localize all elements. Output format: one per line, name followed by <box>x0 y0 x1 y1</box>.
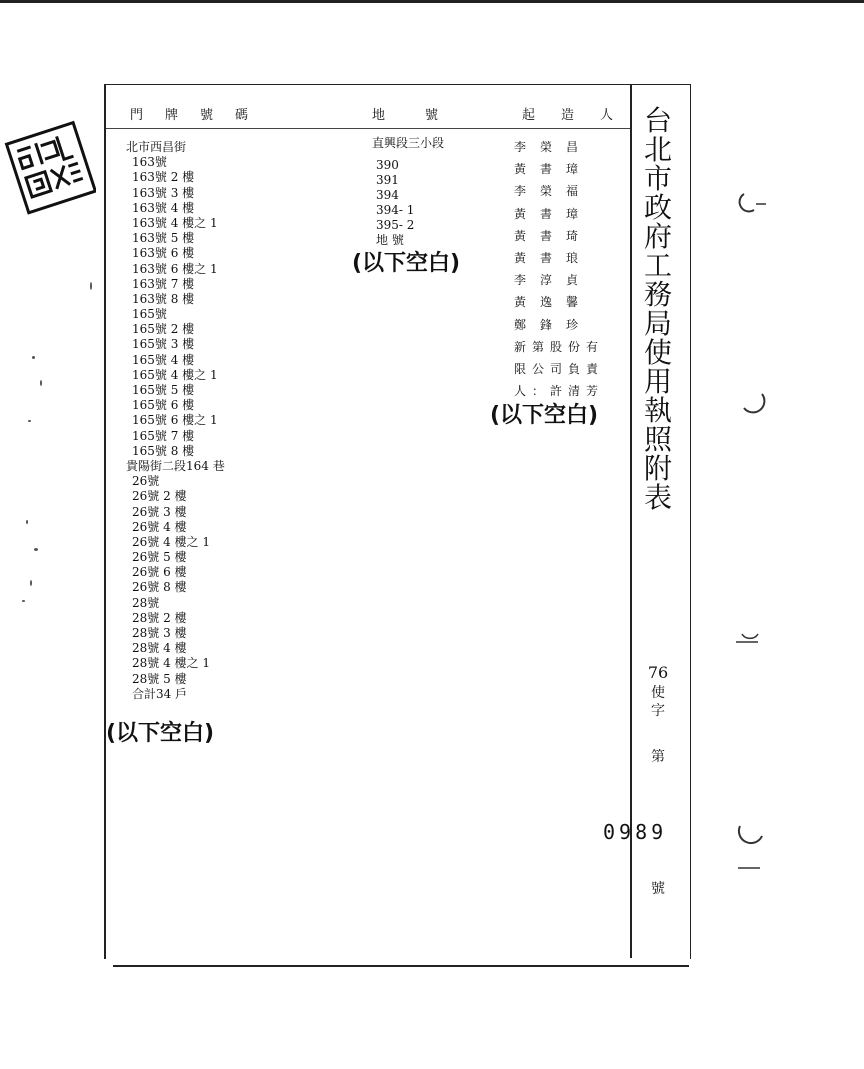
blank-mark-lot: (以下空白) <box>352 251 461 276</box>
title-character: 北 <box>643 133 672 166</box>
door-number-entry: 163號 7 樓 <box>132 276 195 291</box>
header-rule <box>106 128 630 129</box>
door-number-entry: 28號 <box>132 595 160 610</box>
scan-speck <box>28 420 31 422</box>
scan-speck <box>30 580 32 586</box>
lot-number-entry: 390 <box>376 158 399 172</box>
binder-hole-mark <box>738 390 768 414</box>
door-number-entry: 28號 4 樓 <box>132 641 187 656</box>
door-number-entry: 165號 <box>132 307 167 322</box>
door-number-entry: 165號 7 樓 <box>132 428 195 443</box>
door-number-list <box>126 140 225 702</box>
owner-entry: 黃書琅 <box>514 250 593 265</box>
lot-number-entry: 394 <box>376 188 399 202</box>
permit-type-character: 字 <box>651 703 665 719</box>
scan-speck <box>32 356 35 359</box>
owner-entry: 李榮昌 <box>514 140 593 154</box>
owner-entry: 限公司負責 <box>514 361 605 376</box>
title-character: 執 <box>643 394 672 427</box>
door-number-entry: 26號 3 樓 <box>132 504 187 519</box>
owner-entry: 李淳貞 <box>514 273 593 288</box>
owner-entry: 鄭鋒珍 <box>514 317 593 332</box>
title-character: 使 <box>643 336 672 369</box>
lot-number-entry: 395- 2 <box>376 218 415 232</box>
door-number-entry: 26號 6 樓 <box>132 565 187 580</box>
door-number-entry: 163號 5 樓 <box>132 231 195 246</box>
title-character: 政 <box>643 191 672 224</box>
lot-number-entry: 地 號 <box>376 233 404 247</box>
door-number-entry: 合計34 戶 <box>132 686 188 701</box>
door-number-entry: 28號 2 樓 <box>132 610 187 625</box>
door-number-entry: 北市西昌街 <box>126 140 187 154</box>
door-number-entry: 163號 3 樓 <box>132 185 195 200</box>
title-character: 工 <box>643 249 672 282</box>
owner-list <box>514 136 604 402</box>
door-number-entry: 貴陽街二段164 巷 <box>126 458 225 473</box>
door-number-entry: 28號 3 樓 <box>132 626 187 640</box>
permit-type-character: 使 <box>651 685 665 701</box>
door-number-entry: 28號 5 樓 <box>132 671 187 686</box>
lot-number-list <box>372 136 444 248</box>
blank-mark-owner: (以下空白) <box>490 403 599 428</box>
title-character: 台 <box>643 104 672 137</box>
seal-stamp-image <box>4 118 96 218</box>
door-number-entry: 26號 2 樓 <box>132 489 187 504</box>
door-number-entry: 165號 6 樓之 1 <box>132 413 218 428</box>
title-character: 用 <box>643 365 672 398</box>
title-character: 務 <box>643 278 672 311</box>
binder-hole-mark <box>732 818 772 874</box>
door-number-entry: 163號 6 樓 <box>132 246 195 261</box>
title-character: 表 <box>643 481 672 514</box>
door-number-entry: 26號 4 樓 <box>132 519 187 534</box>
scan-speck <box>90 282 92 290</box>
scan-top-edge <box>0 0 864 3</box>
door-number-entry: 165號 6 樓 <box>132 398 195 413</box>
door-number-entry: 28號 4 樓之 1 <box>132 656 210 671</box>
scan-speck <box>40 380 42 386</box>
blank-mark-door: (以下空白) <box>106 721 215 746</box>
door-number-entry: 165號 5 樓 <box>132 383 195 397</box>
lot-number-entry: 394- 1 <box>376 203 415 217</box>
binder-hole-mark <box>732 188 768 218</box>
permit-suffix: 號 <box>651 881 665 897</box>
door-number-entry: 26號 <box>132 474 160 489</box>
door-number-entry: 165號 3 樓 <box>132 337 195 352</box>
door-number-entry: 163號 8 樓 <box>132 291 195 306</box>
title-character: 附 <box>643 452 672 485</box>
title-character: 市 <box>643 162 672 195</box>
owner-entry: 黃書璋 <box>514 206 593 221</box>
permit-prefix: 第 <box>651 749 665 765</box>
door-number-entry: 165號 4 樓之 1 <box>132 367 218 382</box>
owner-entry: 新第股份有 <box>514 339 605 354</box>
permit-type <box>645 684 671 720</box>
door-number-entry: 163號 4 樓 <box>132 200 195 215</box>
permit-number: 0989 <box>603 820 668 844</box>
title-character: 照 <box>643 423 672 456</box>
form-bottom-edge <box>113 965 689 967</box>
vertical-title <box>638 106 678 512</box>
owner-entry: 黃逸馨 <box>514 295 593 310</box>
door-number-entry: 163號 6 樓之 1 <box>132 261 218 276</box>
door-number-entry: 165號 4 樓 <box>132 352 195 367</box>
door-number-entry: 26號 5 樓 <box>132 550 187 565</box>
lot-number-entry: 直興段三小段 <box>372 136 445 150</box>
header-lot-number: 地號 <box>372 108 479 123</box>
title-character: 府 <box>643 220 672 253</box>
door-number-entry: 163號 4 樓之 1 <box>132 215 218 230</box>
door-number-entry: 26號 8 樓 <box>132 580 187 595</box>
door-number-entry: 165號 2 樓 <box>132 322 195 337</box>
door-number-entry: 165號 8 樓 <box>132 443 195 458</box>
owner-entry: 李榮福 <box>514 184 593 199</box>
scan-speck <box>26 520 28 524</box>
owner-entry: 人：許清芳 <box>514 384 605 399</box>
scan-speck <box>34 548 38 551</box>
door-number-entry: 163號 <box>132 155 167 170</box>
scan-speck <box>22 600 25 602</box>
binder-hole-mark <box>730 628 766 652</box>
header-door-number: 門牌號碼 <box>130 108 271 123</box>
header-owner: 起造人 <box>522 108 640 123</box>
permit-year: 76 <box>647 663 669 682</box>
door-number-entry: 26號 4 樓之 1 <box>132 534 210 549</box>
lot-number-entry: 391 <box>376 173 399 187</box>
title-character: 局 <box>643 307 672 340</box>
owner-entry: 黃書琦 <box>514 228 593 243</box>
owner-entry: 黃書璋 <box>514 162 593 177</box>
door-number-entry: 163號 2 樓 <box>132 170 195 185</box>
